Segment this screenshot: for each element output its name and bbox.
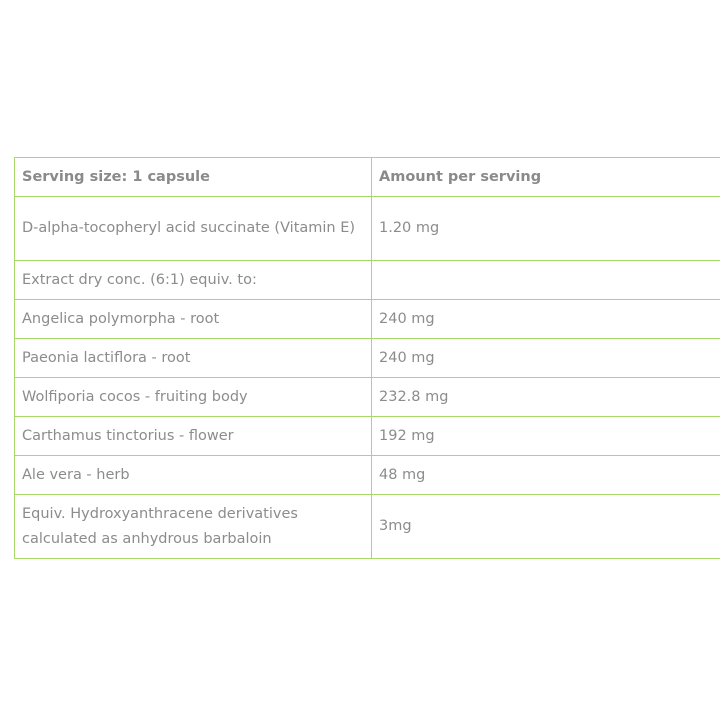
ingredient-cell: Angelica polymorpha - root: [15, 300, 372, 339]
header-serving-size: Serving size: 1 capsule: [15, 158, 372, 197]
table-row: [15, 456, 720, 495]
amount-cell: 192 mg: [372, 417, 720, 456]
amount-cell: 232.8 mg: [372, 378, 720, 417]
amount-cell: 48 mg: [372, 456, 720, 495]
table-row: [15, 378, 720, 417]
table-row: [15, 300, 720, 339]
table-header-row: [15, 158, 720, 197]
ingredient-cell: Extract dry conc. (6:1) equiv. to:: [15, 261, 372, 300]
table-row: [15, 197, 720, 261]
amount-cell: 1.20 mg: [372, 197, 720, 261]
header-amount-per-serving: Amount per serving: [372, 158, 720, 197]
supplement-facts-table-container: [14, 157, 720, 559]
ingredient-cell: D-alpha-tocopheryl acid succinate (Vitamin E): [15, 197, 372, 261]
ingredient-cell: Ale vera - herb: [15, 456, 372, 495]
amount-cell: 240 mg: [372, 300, 720, 339]
ingredient-cell: Carthamus tinctorius - flower: [15, 417, 372, 456]
ingredient-cell: Equiv. Hydroxyanthracene derivatives calculated as anhydrous barbaloin: [15, 495, 372, 559]
ingredient-cell: Wolfiporia cocos - fruiting body: [15, 378, 372, 417]
amount-cell: [372, 261, 720, 300]
supplement-facts-table: [14, 157, 720, 559]
ingredient-cell: Paeonia lactiflora - root: [15, 339, 372, 378]
table-row: [15, 261, 720, 300]
table-row: [15, 495, 720, 559]
amount-cell: 3mg: [372, 495, 720, 559]
table-row: [15, 417, 720, 456]
amount-cell: 240 mg: [372, 339, 720, 378]
table-row: [15, 339, 720, 378]
